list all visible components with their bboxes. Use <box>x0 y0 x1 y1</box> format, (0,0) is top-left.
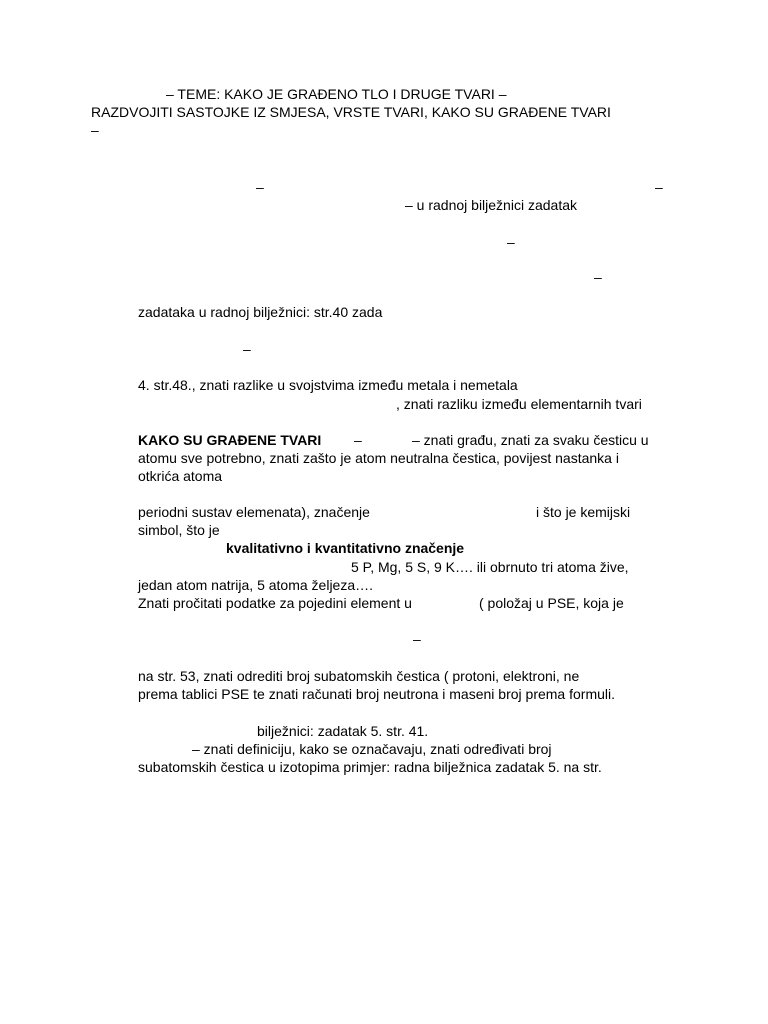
header-line-3: – <box>91 122 99 138</box>
workbook-tasks-page-line: zadataka u radnoj bilježnici: str.40 zada <box>138 304 383 320</box>
structure-line-1: – znati građu, znati za svaku česticu u <box>412 432 649 448</box>
workbook-task-41: bilježnici: zadatak 5. str. 41. <box>257 723 429 739</box>
isotopes-line-1: – znati definiciju, kako se označavaju, znati određivati broj <box>192 741 552 757</box>
header-line-1: – TEME: KAKO JE GRAĐENO TLO I DRUGE TVARI – <box>166 86 507 102</box>
isotopes-line-2: subatomskih čestica u izotopima primjer: radna bilježnica zadatak 5. na str. <box>138 759 602 775</box>
periodic-table-line: periodni sustav elemenata), značenje <box>138 504 370 520</box>
dash-f: – <box>413 631 421 647</box>
structure-line-3: otkrića atoma <box>138 468 223 484</box>
examples-line-2: jedan atom natrija, 5 atoma željeza…. <box>138 577 374 593</box>
examples-line-1: 5 P, Mg, 5 S, 9 K…. ili obrnuto tri atoma žive, <box>351 559 629 575</box>
qualitative-quantitative-meaning: kvalitativno i kvantitativno značenje <box>226 540 465 556</box>
elementary-substances-line: , znati razliku između elementarnih tvari <box>396 396 642 412</box>
read-element-data-line: Znati pročitati podatke za pojedini element u <box>138 595 412 611</box>
section-dash: – <box>354 432 362 448</box>
header-line-2: RAZDVOJITI SASTOJKE IZ SMJESA, VRSTE TVARI, KAKO SU GRAĐENE TVARI <box>91 104 611 120</box>
chemical-symbol-line-1: i što je kemijski <box>536 504 631 520</box>
dash-a: – <box>256 179 264 195</box>
subatomic-line-2: prema tablici PSE te znati računati broj neutrona i maseni broj prema formuli. <box>138 686 615 702</box>
dash-b: – <box>655 179 663 195</box>
metals-line: 4. str.48., znati razlike u svojstvima između metala i nemetala <box>138 377 518 393</box>
subatomic-line-1: na str. 53, znati odrediti broj subatomskih čestica ( protoni, elektroni, ne <box>138 668 580 684</box>
pse-position-line: ( položaj u PSE, koja je <box>479 595 624 611</box>
dash-e: – <box>243 341 251 357</box>
structure-line-2: atomu sve potrebno, znati zašto je atom neutralna čestica, povijest nastanka i <box>138 450 619 466</box>
dash-d: – <box>594 269 602 285</box>
workbook-task-line: – u radnoj bilježnici zadatak <box>405 197 577 213</box>
chemical-symbol-line-2: simbol, što je <box>138 522 220 538</box>
dash-c: – <box>507 234 515 250</box>
section-title: KAKO SU GRAĐENE TVARI <box>138 432 322 448</box>
